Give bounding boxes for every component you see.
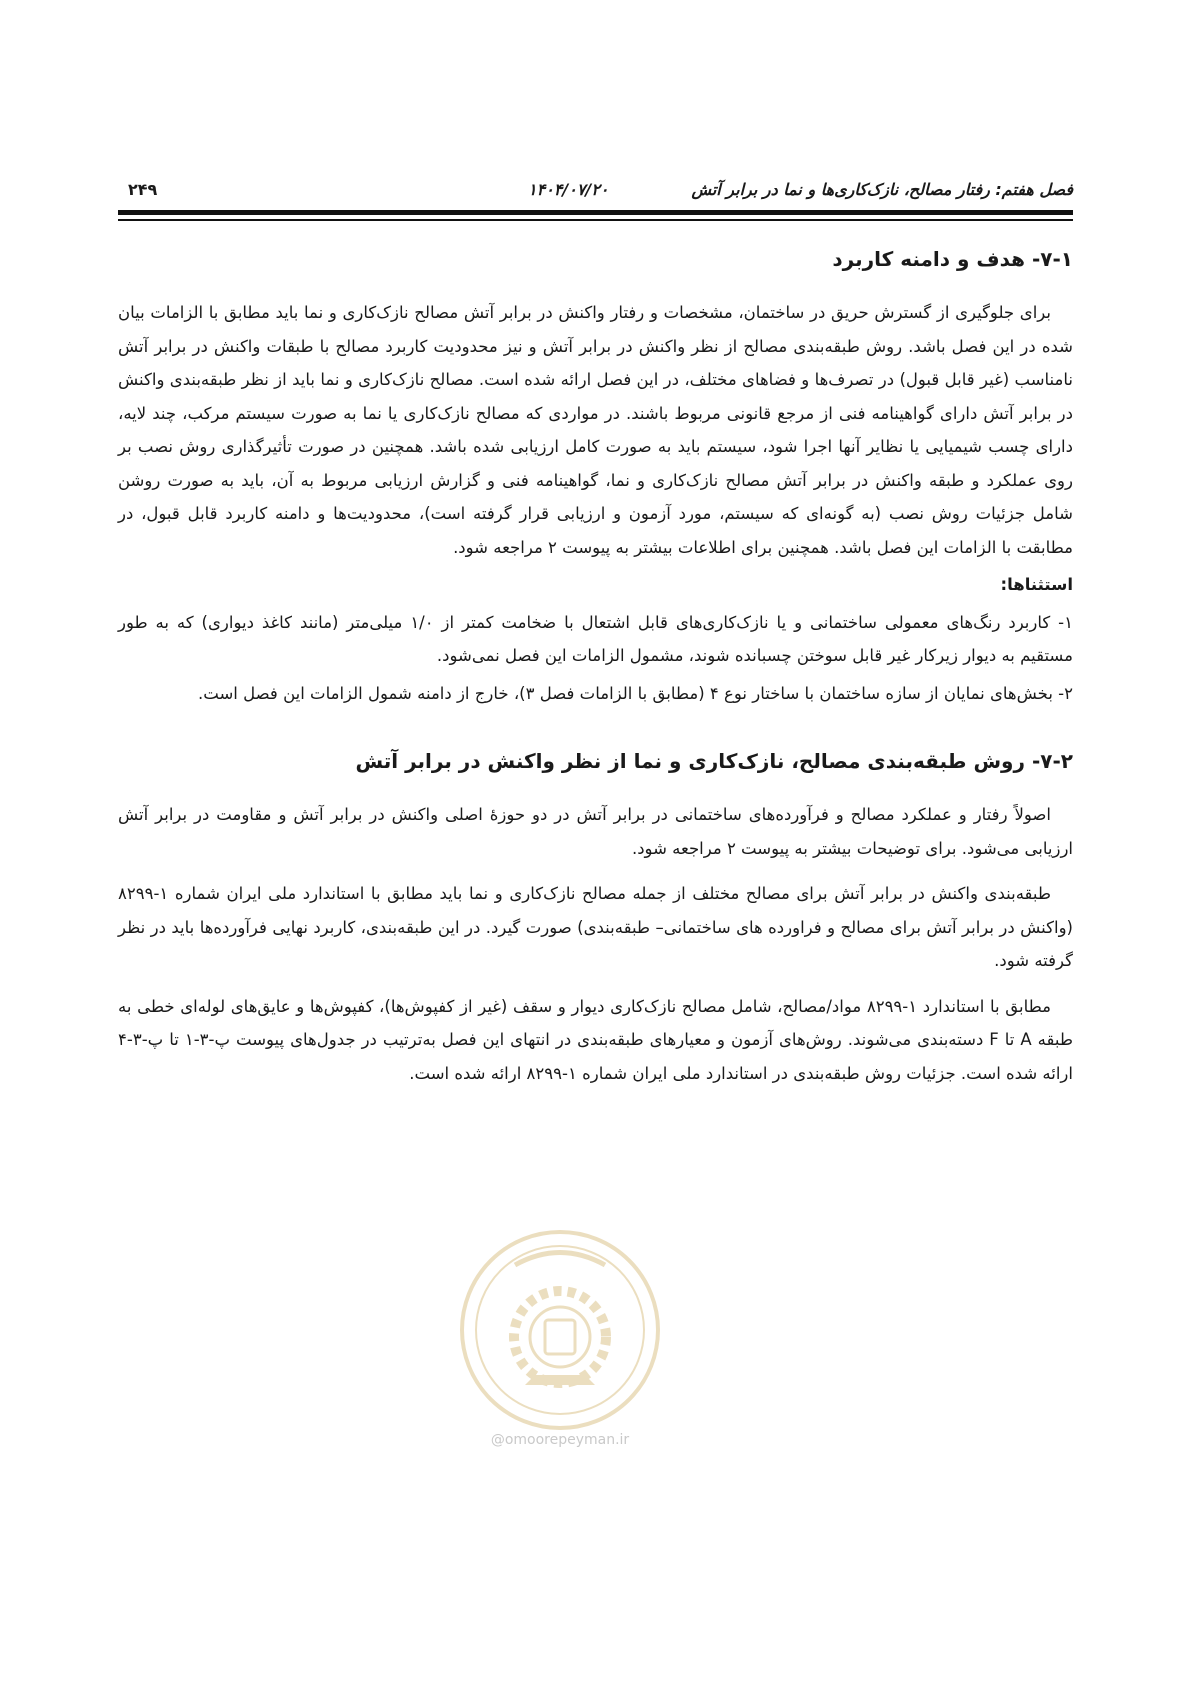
exceptions-title: استثناها: [1000, 575, 1073, 594]
header-rule-thin [118, 219, 1073, 221]
section-2-paragraph-1: اصولاً رفتار و عملکرد مصالح و فرآورده‌های ساختمانی در برابر آتش در دو حوزهٔ اصلی واکنش در برابر آتش و مقاومت در برابر آتش ارزیابی می‌شود. برای توضیحات بیشتر به پیوست ۲ مراجعه شود. [118, 805, 1073, 858]
section-2-heading: ۷-۲- روش طبقه‌بندی مصالح، نازک‌کاری و نما از نظر واکنش در برابر آتش [355, 749, 1073, 773]
section-2-paragraph-2: طبقه‌بندی واکنش در برابر آتش برای مصالح مختلف از جمله مصالح نازک‌کاری و نما باید مطابق با استاندارد ملی ایران شماره ۱-۸۲۹۹ (واکنش در برابر آتش برای مصالح و فراورده های ساختمانی– طبقه‌بندی) صورت گیرد. در این طبقه‌بندی، کاربرد نهایی فرآورده‌ها باید در نظر گرفته شود. [118, 884, 1073, 970]
page-body [118, 244, 1073, 1090]
chapter-title: فصل هفتم: رفتار مصالح، نازک‌کاری‌ها و نما در برابر آتش [691, 180, 1073, 199]
page-header [118, 180, 1073, 204]
header-rule-thick [118, 210, 1073, 215]
exception-item-2: ۲- بخش‌های نمایان از سازه ساختمان با ساختار نوع ۴ (مطابق با الزامات فصل ۳)، خارج از دامنه شمول الزامات این فصل است. [198, 683, 1073, 703]
header-date: ۱۴۰۴/۰۷/۲۰ [528, 180, 609, 199]
section-1-paragraph: برای جلوگیری از گسترش حریق در ساختمان، مشخصات و رفتار واکنش در برابر آتش مصالح نازک‌کاری و نما باید مطابق با الزامات بیان شده در این فصل باشد. روش طبقه‌بندی مصالح از نظر واکنش در برابر آتش و نیز محدودیت کاربرد مصالح با طبقات واکنش در برابر آتش نامناسب (غیر قابل قبول) در تصرف‌ها و فضاهای مختلف، در این فصل ارائه شده است. مصالح نازک‌کاری و نما باید از نظر طبقه‌بندی واکنش در برابر آتش دارای گواهینامه فنی از مرجع قانونی مربوط باشند. در مواردی که مصالح نازک‌کاری یا نما به صورت سیستم مرکب، چند لایه، دارای چسب شیمیایی یا نظایر آنها اجرا شود، سیستم باید به صورت کامل ارزیابی شده باشد. همچنین در صورت تأثیرگذاری روش نصب بر روی عملکرد و طبقه واکنش در برابر آتش مصالح نازک‌کاری و نما، گواهینامه فنی و گزارش ارزیابی مربوط به آن، باید به صورت روشن شامل جزئیات روش نصب (به گونه‌ای که سیستم، مورد آزمون و ارزیابی قرار گرفته است)، محدودیت‌ها و دامنه کاربرد قابل قبول، در مطابقت با الزامات این فصل باشد. همچنین برای اطلاعات بیشتر به پیوست ۲ مراجعه شود. [118, 303, 1073, 557]
section-1-heading: ۷-۱- هدف و دامنه کاربرد [832, 247, 1073, 271]
section-2-paragraph-3: مطابق با استاندارد ۱-۸۲۹۹ مواد/مصالح، شامل مصالح نازک‌کاری دیوار و سقف (غیر از کفپوش‌ها)، کفپوش‌ها و عایق‌های لوله‌ای خطی به طبقه A تا F دسته‌بندی می‌شوند. روش‌های آزمون و معیارهای طبقه‌بندی در انتهای این فصل به‌ترتیب در جدول‌های پیوست پ-۳-۱ تا پ-۳-۴ ارائه شده است. جزئیات روش طبقه‌بندی در استاندارد ملی ایران شماره ۱-۸۲۹۹ ارائه شده است. [118, 996, 1073, 1083]
watermark-site: @omoorepeyman.ir [490, 1432, 630, 1448]
page-number: ۲۴۹ [128, 180, 158, 199]
watermark-seal-icon [455, 1225, 665, 1435]
exception-item-1: ۱- کاربرد رنگ‌های معمولی ساختمانی و یا نازک‌کاری‌های قابل اشتعال با ضخامت کمتر از ۱/۰ میلی‌متر (مانند کاغذ دیواری) که به طور مستقیم به دیوار زیرکار غیر قابل سوختن چسبانده شوند، مشمول الزامات این فصل نمی‌شود. [118, 612, 1073, 665]
